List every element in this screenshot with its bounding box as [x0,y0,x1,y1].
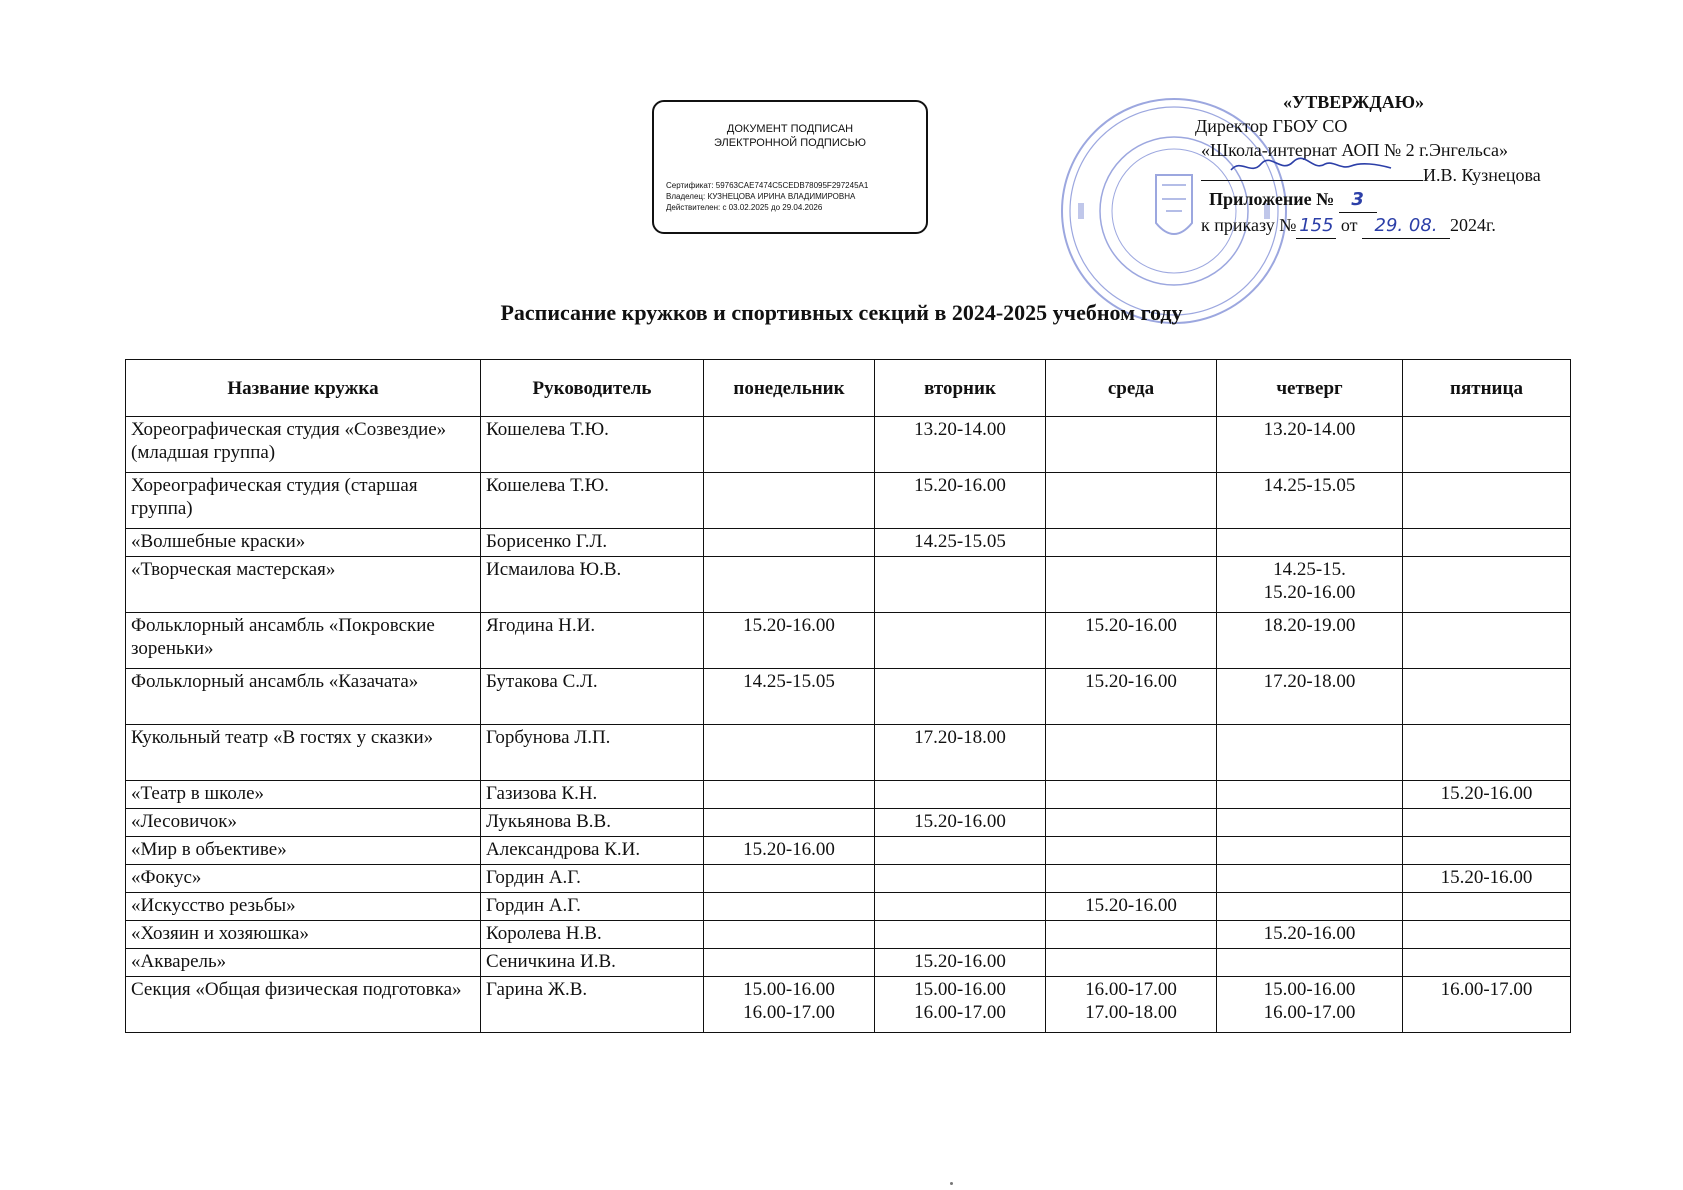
certificate-line: Сертификат: 59763CAE7474C5CEDB78095F297245A1 [666,181,869,190]
table-row [126,725,1571,781]
cell-club-name: Хореографическая студия (старшая группа) [126,473,481,529]
order-date: 29. 08. [1362,214,1450,239]
cell-wednesday [1046,781,1217,809]
cell-friday [1403,529,1571,557]
cell-tuesday [875,921,1046,949]
cell-tuesday [875,837,1046,865]
cell-friday [1403,613,1571,669]
cell-friday: 15.20-16.00 [1403,865,1571,893]
table-body [126,417,1571,1033]
cell-wednesday [1046,865,1217,893]
order-year: 2024г. [1450,215,1496,235]
cell-club-name: Фольклорный ансамбль «Казачата» [126,669,481,725]
cell-wednesday: 15.20-16.00 [1046,893,1217,921]
schedule-table [125,359,1571,1033]
cell-tuesday: 13.20-14.00 [875,417,1046,473]
cell-club-name: «Лесовичок» [126,809,481,837]
cell-leader: Кошелева Т.Ю. [481,417,704,473]
cell-thursday: 14.25-15.05 [1217,473,1403,529]
table-row [126,865,1571,893]
cell-tuesday: 15.20-16.00 [875,809,1046,837]
cell-club-name: «Творческая мастерская» [126,557,481,613]
table-row [126,949,1571,977]
cell-monday [704,417,875,473]
cell-thursday [1217,837,1403,865]
appendix-line [1195,187,1605,213]
cell-friday [1403,893,1571,921]
cell-tuesday [875,613,1046,669]
cell-tuesday: 14.25-15.05 [875,529,1046,557]
cell-club-name: «Фокус» [126,865,481,893]
header-wednesday: среда [1046,360,1217,417]
cell-monday: 14.25-15.05 [704,669,875,725]
approval-heading: «УТВЕРЖДАЮ» [1283,92,1425,112]
cell-leader: Гордин А.Г. [481,893,704,921]
cell-wednesday: 16.00-17.00 17.00-18.00 [1046,977,1217,1033]
order-line [1195,213,1605,239]
director-title: Директор ГБОУ СО [1195,116,1348,136]
cell-club-name: «Мир в объективе» [126,837,481,865]
cell-leader: Кошелева Т.Ю. [481,473,704,529]
cell-thursday: 18.20-19.00 [1217,613,1403,669]
cell-wednesday [1046,809,1217,837]
cell-monday [704,921,875,949]
cell-thursday: 15.00-16.00 16.00-17.00 [1217,977,1403,1033]
appendix-label: Приложение № [1209,189,1335,209]
cell-monday [704,725,875,781]
cell-friday [1403,417,1571,473]
approval-block [1195,90,1605,239]
table-row [126,473,1571,529]
e-signature-box [652,100,928,234]
cell-leader: Борисенко Г.Л. [481,529,704,557]
cell-leader: Гарина Ж.В. [481,977,704,1033]
cell-club-name: «Волшебные краски» [126,529,481,557]
cell-monday: 15.20-16.00 [704,837,875,865]
cell-leader: Исмаилова Ю.В. [481,557,704,613]
cell-thursday [1217,893,1403,921]
owner-line: Владелец: КУЗНЕЦОВА ИРИНА ВЛАДИМИРОВНА [666,192,856,201]
cell-thursday: 15.20-16.00 [1217,921,1403,949]
cell-club-name: «Акварель» [126,949,481,977]
cell-tuesday [875,865,1046,893]
cell-leader: Ягодина Н.И. [481,613,704,669]
cell-friday: 16.00-17.00 [1403,977,1571,1033]
cell-wednesday [1046,837,1217,865]
cell-monday [704,809,875,837]
cell-tuesday [875,781,1046,809]
table-row [126,417,1571,473]
header-monday: понедельник [704,360,875,417]
cell-club-name: Секция «Общая физическая подготовка» [126,977,481,1033]
cell-thursday [1217,529,1403,557]
cell-wednesday [1046,529,1217,557]
cell-wednesday [1046,921,1217,949]
cell-wednesday [1046,725,1217,781]
appendix-number: 3 [1339,188,1377,213]
cell-friday [1403,473,1571,529]
validity-line: Действителен: с 03.02.2025 до 29.04.2026 [666,203,823,212]
table-row [126,669,1571,725]
cell-friday [1403,669,1571,725]
cell-monday: 15.00-16.00 16.00-17.00 [704,977,875,1033]
table-row [126,557,1571,613]
e-signature-title-line1: ДОКУМЕНТ ПОДПИСАН [726,123,854,135]
cell-leader: Королева Н.В. [481,921,704,949]
cell-leader: Газизова К.Н. [481,781,704,809]
cell-tuesday: 15.20-16.00 [875,473,1046,529]
e-signature-title [654,122,926,150]
cell-thursday: 13.20-14.00 [1217,417,1403,473]
cell-wednesday [1046,473,1217,529]
cell-leader: Гордин А.Г. [481,865,704,893]
order-from: от [1340,215,1358,235]
cell-club-name: Хореографическая студия «Созвездие» (младшая группа) [126,417,481,473]
header-tuesday: вторник [875,360,1046,417]
cell-monday: 15.20-16.00 [704,613,875,669]
table-header-row [126,360,1571,417]
cell-tuesday: 15.20-16.00 [875,949,1046,977]
cell-thursday [1217,781,1403,809]
cell-thursday [1217,865,1403,893]
table-row [126,613,1571,669]
header-thursday: четверг [1217,360,1403,417]
cell-wednesday [1046,557,1217,613]
cell-thursday [1217,809,1403,837]
table-row [126,977,1571,1033]
cell-tuesday [875,893,1046,921]
cell-leader: Сеничкина И.В. [481,949,704,977]
cell-thursday [1217,949,1403,977]
cell-club-name: «Хозяин и хозяюшка» [126,921,481,949]
cell-club-name: «Театр в школе» [126,781,481,809]
e-signature-title-line2: ЭЛЕКТРОННОЙ ПОДПИСЬЮ [713,137,867,149]
cell-wednesday [1046,949,1217,977]
cell-monday [704,473,875,529]
cell-club-name: «Искусство резьбы» [126,893,481,921]
cell-thursday: 14.25-15. 15.20-16.00 [1217,557,1403,613]
order-number: 155 [1296,214,1336,239]
table-row [126,809,1571,837]
cell-tuesday: 17.20-18.00 [875,725,1046,781]
cell-friday [1403,949,1571,977]
cell-monday [704,529,875,557]
cell-monday [704,949,875,977]
cell-monday [704,557,875,613]
cell-club-name: Фольклорный ансамбль «Покровские зореньки» [126,613,481,669]
cell-wednesday [1046,417,1217,473]
cell-tuesday [875,557,1046,613]
cell-leader: Горбунова Л.П. [481,725,704,781]
cell-leader: Бутакова С.Л. [481,669,704,725]
cell-leader: Лукьянова В.В. [481,809,704,837]
cell-monday [704,781,875,809]
cell-leader: Александрова К.И. [481,837,704,865]
table-row [126,893,1571,921]
cell-wednesday: 15.20-16.00 [1046,669,1217,725]
cell-tuesday [875,669,1046,725]
handwritten-signature-icon [1201,162,1423,181]
school-name: «Школа-интернат АОП № 2 г.Энгельса» [1201,140,1509,160]
page-title: Расписание кружков и спортивных секций в 2024-2025 учебном году [500,300,1183,325]
cell-friday [1403,921,1571,949]
header-friday: пятница [1403,360,1571,417]
header-leader: Руководитель [481,360,704,417]
director-signature-line [1195,162,1605,187]
cell-tuesday: 15.00-16.00 16.00-17.00 [875,977,1046,1033]
cell-monday [704,865,875,893]
scan-speck [950,1182,953,1185]
cell-friday [1403,557,1571,613]
table-row [126,529,1571,557]
cell-friday [1403,809,1571,837]
table-row [126,837,1571,865]
cell-friday [1403,837,1571,865]
cell-friday: 15.20-16.00 [1403,781,1571,809]
cell-monday [704,893,875,921]
cell-thursday [1217,725,1403,781]
header-name: Название кружка [126,360,481,417]
e-signature-details [666,180,868,213]
table-row [126,781,1571,809]
cell-thursday: 17.20-18.00 [1217,669,1403,725]
table-row [126,921,1571,949]
cell-friday [1403,725,1571,781]
director-name: И.В. Кузнецова [1423,165,1541,185]
cell-club-name: Кукольный театр «В гостях у сказки» [126,725,481,781]
cell-wednesday: 15.20-16.00 [1046,613,1217,669]
order-prefix: к приказу № [1201,215,1297,235]
